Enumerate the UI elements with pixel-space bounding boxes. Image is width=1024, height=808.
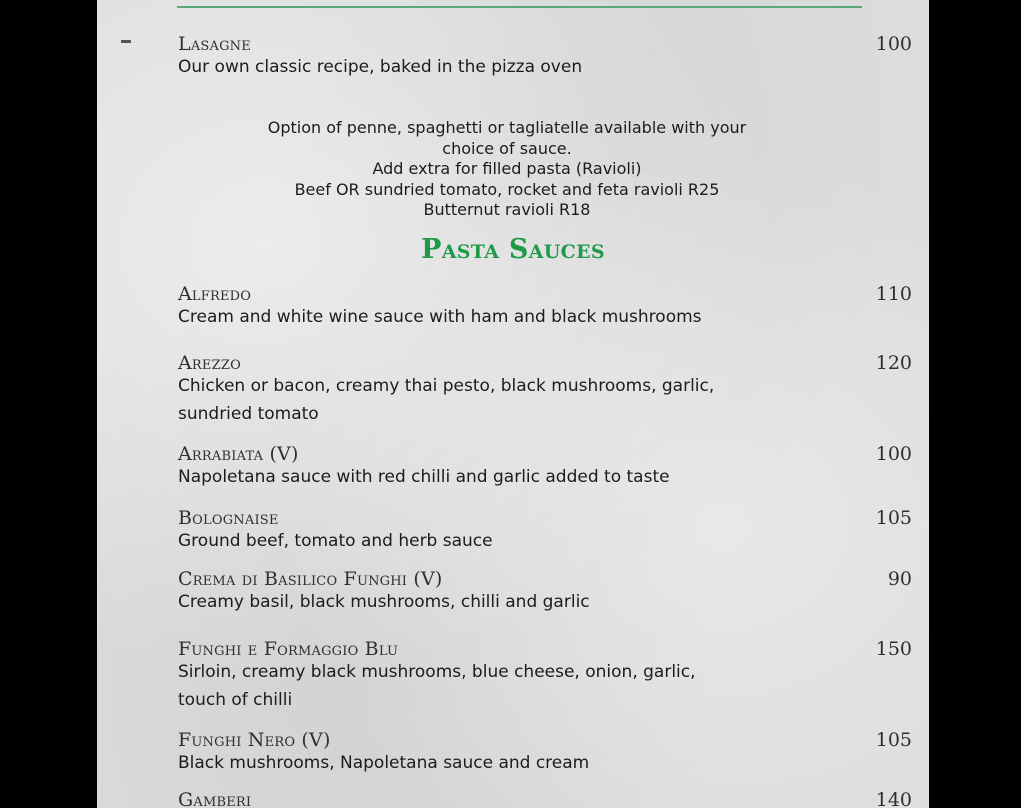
menu-page bbox=[97, 0, 929, 808]
menu-item bbox=[178, 443, 912, 491]
menu-item bbox=[178, 507, 912, 555]
item-price: 150 bbox=[875, 638, 912, 660]
menu-item bbox=[178, 729, 912, 777]
item-description: Our own classic recipe, baked in the pizza oven bbox=[178, 57, 583, 77]
section-title: Pasta Sauces bbox=[421, 234, 605, 265]
item-name: Lasagne bbox=[178, 33, 251, 55]
item-price: 100 bbox=[875, 443, 912, 465]
menu-item bbox=[178, 638, 912, 714]
item-description: sundried tomato bbox=[178, 404, 319, 424]
item-price: 110 bbox=[875, 283, 912, 305]
item-price: 100 bbox=[875, 33, 912, 55]
item-price: 90 bbox=[887, 568, 912, 590]
note-line: Beef OR sundried tomato, rocket and feta ravioli R25 bbox=[294, 179, 720, 199]
item-price: 105 bbox=[875, 507, 912, 529]
top-divider bbox=[177, 6, 862, 8]
item-description: Napoletana sauce with red chilli and garlic added to taste bbox=[178, 467, 670, 487]
note-line: Option of penne, spaghetti or tagliatelle available with your bbox=[267, 118, 747, 137]
item-description: touch of chilli bbox=[178, 690, 293, 710]
menu-item-lasagne bbox=[178, 33, 912, 81]
note-line: Butternut ravioli R18 bbox=[423, 200, 591, 219]
item-price: 105 bbox=[875, 729, 912, 751]
item-description: Ground beef, tomato and herb sauce bbox=[178, 531, 493, 551]
item-description: Black mushrooms, Napoletana sauce and cream bbox=[178, 753, 590, 773]
page-mark bbox=[121, 40, 131, 43]
item-price: 120 bbox=[875, 352, 912, 374]
item-name: Funghi e Formaggio Blu bbox=[178, 638, 399, 660]
item-name: Funghi Nero (V) bbox=[178, 729, 331, 751]
note-line: choice of sauce. bbox=[442, 138, 572, 158]
menu-item bbox=[178, 283, 912, 331]
pasta-notes bbox=[197, 118, 817, 221]
item-name: Arrabiata (V) bbox=[178, 443, 299, 465]
item-price: 140 bbox=[875, 789, 912, 808]
menu-item bbox=[178, 789, 912, 808]
item-description: Creamy basil, black mushrooms, chilli and garlic bbox=[178, 592, 590, 612]
item-name: Arezzo bbox=[178, 352, 241, 374]
menu-item bbox=[178, 352, 912, 428]
menu-item bbox=[178, 568, 912, 616]
item-description: Chicken or bacon, creamy thai pesto, black mushrooms, garlic, bbox=[178, 376, 715, 396]
item-name: Bolognaise bbox=[178, 507, 279, 529]
item-name: Crema di Basilico Funghi (V) bbox=[178, 568, 443, 590]
item-name: Alfredo bbox=[178, 283, 252, 305]
item-description: Cream and white wine sauce with ham and black mushrooms bbox=[178, 307, 702, 327]
item-description: Sirloin, creamy black mushrooms, blue cheese, onion, garlic, bbox=[178, 662, 696, 682]
note-line: Add extra for filled pasta (Ravioli) bbox=[372, 159, 642, 178]
item-name: Gamberi bbox=[178, 789, 252, 808]
